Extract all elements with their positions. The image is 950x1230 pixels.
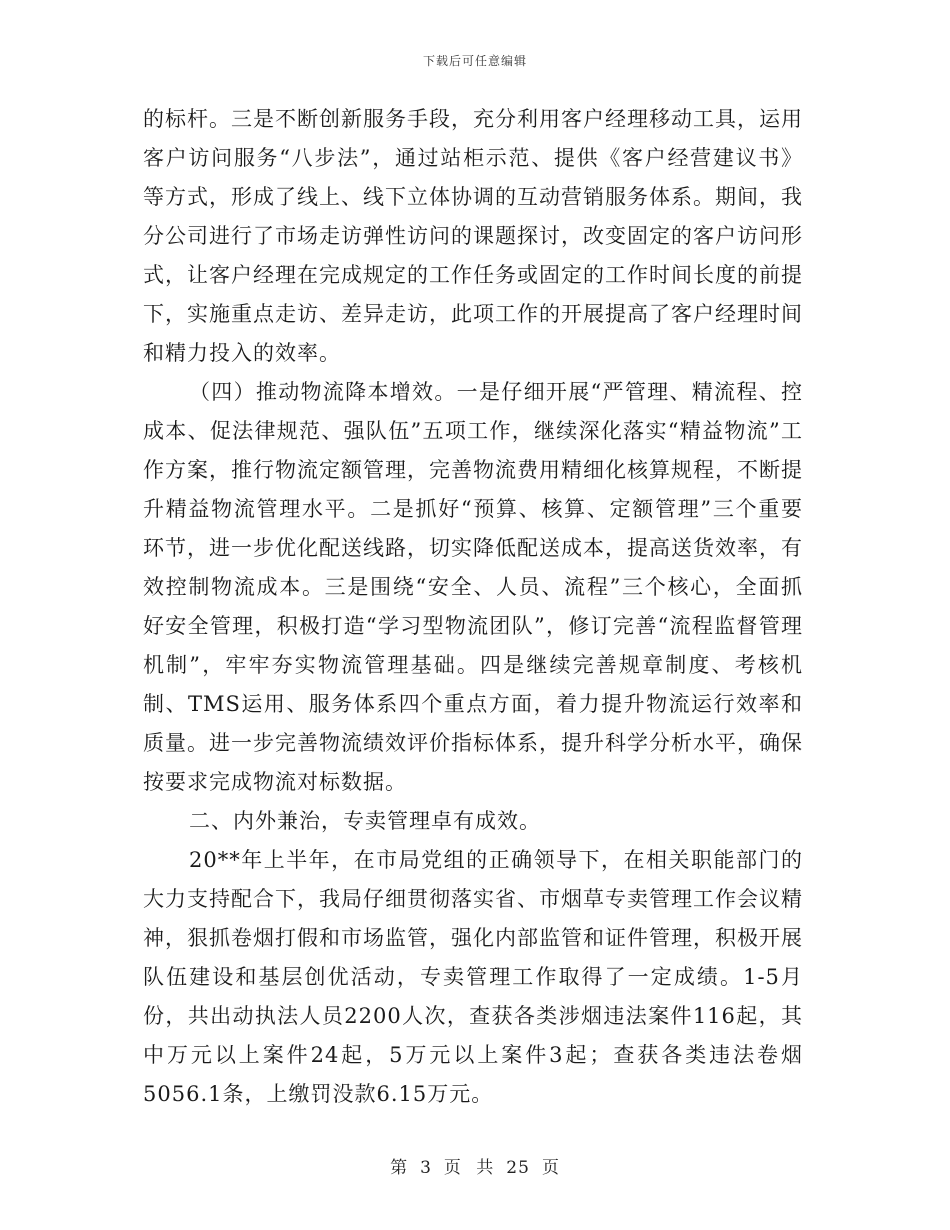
paragraph-1: 的标杆。三是不断创新服务手段，充分利用客户经理移动工具，运用客户访问服务“八步法”，通过站柜示范、提供《客户经营建议书》等方式，形成了线上、线下立体协调的互动营销服务体系。期间，我分公司进行了市场走访弹性访问的课题探讨，改变固定的客户访问形式，让客户经理在完成规定的工作任务或固定的工作时间长度的前提下，实施重点走访、差异走访，此项工作的开展提高了客户经理时间和精力投入的效率。 bbox=[143, 107, 803, 365]
footer-suffix: 页 bbox=[541, 1158, 560, 1178]
total-pages: 25 bbox=[506, 1158, 530, 1178]
page-header: 下载后可任意编辑 bbox=[422, 54, 527, 68]
footer-prefix: 第 bbox=[390, 1158, 409, 1178]
paragraph-2: （四）推动物流降本增效。一是仔细开展“严管理、精流程、控成本、促法律规范、强队伍”五项工作，继续深化落实“精益物流”工作方案，推行物流定额管理，完善物流费用精细化核算规程，不断提升精益物流管理水平。二是抓好“预算、核算、定额管理”三个重要环节，进一步优化配送线路，切实降低配送成本，提高送货效率，有效控制物流成本。三是围绕“安全、人员、流程”三个核心，全面抓好安全管理，积极打造“学习型物流团队”，修订完善“流程监督管理机制”，牢牢夯实物流管理基础。四是继续完善规章制度、考核机制、TMS运用、服务体系四个重点方面，着力提升物流运行效率和质量。进一步完善物流绩效评价指标体系，提升科学分析水平，确保按要求完成物流对标数据。 bbox=[143, 380, 803, 794]
page-footer bbox=[0, 1153, 950, 1178]
section-heading: 二、内外兼治，专卖管理卓有成效。 bbox=[189, 809, 541, 833]
document-body bbox=[143, 100, 803, 1114]
page-number: 3 bbox=[420, 1158, 432, 1178]
paragraph-3: 20**年上半年，在市局党组的正确领导下，在相关职能部门的大力支持配合下，我局仔细贯彻落实省、市烟草专卖管理工作会议精神，狠抓卷烟打假和市场监管，强化内部监管和证件管理，积极开展队伍建设和基层创优活动，专卖管理工作取得了一定成绩。1-5月份，共出动执法人员2200人次，查获各类涉烟违法案件116起，其中万元以上案件24起，5万元以上案件3起；查获各类违法卷烟5056.1条，上缴罚没款6.15万元。 bbox=[143, 848, 803, 1106]
footer-middle: 页 共 bbox=[443, 1158, 495, 1178]
